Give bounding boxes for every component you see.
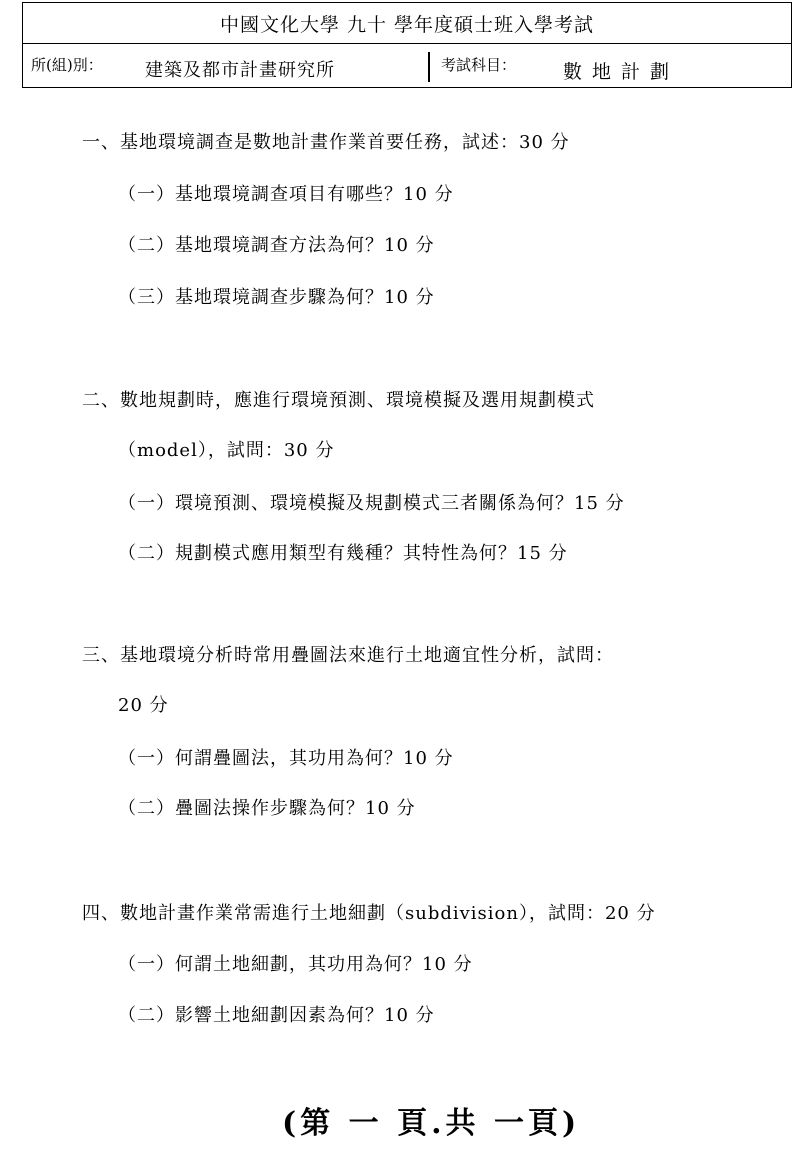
- question-1-sub-1: （一）基地環境調查項目有哪些？10 分: [118, 184, 454, 205]
- question-2-sub-1: （一）環境預測、環境模擬及規劃模式三者關係為何？15 分: [118, 493, 625, 514]
- exam-title-row: [23, 3, 791, 44]
- question-3-continuation: 20 分: [118, 695, 169, 716]
- question-1: 一、基地環境調查是數地計畫作業首要任務，試述：30 分: [82, 132, 570, 153]
- question-4: 四、數地計畫作業常需進行土地細劃（subdivision），試問：20 分: [82, 903, 656, 924]
- question-2: 二、數地規劃時，應進行環境預測、環境模擬及選用規劃模式: [82, 390, 595, 411]
- question-2-sub-2: （二）規劃模式應用類型有幾種？其特性為何？15 分: [118, 543, 568, 564]
- question-3-sub-2: （二）疊圖法操作步驟為何？10 分: [118, 798, 416, 819]
- question-1-sub-2: （二）基地環境調查方法為何？10 分: [118, 235, 435, 256]
- header-divider: [428, 52, 430, 82]
- question-4-sub-1: （一）何謂土地細劃，其功用為何？10 分: [118, 954, 473, 975]
- question-4-sub-2: （二）影響土地細劃因素為何？10 分: [118, 1005, 435, 1026]
- subject-value: 數地計劃: [563, 61, 680, 83]
- page-number: (第 一 頁.共 一頁): [282, 1106, 581, 1141]
- question-3: 三、基地環境分析時常用疊圖法來進行土地適宜性分析，試問：: [82, 645, 614, 666]
- department-label: 所(組)別：: [31, 56, 103, 74]
- department-value: 建築及都市計畫研究所: [145, 60, 335, 81]
- question-3-sub-1: （一）何謂疊圖法，其功用為何？10 分: [118, 748, 454, 769]
- exam-title: 中國文化大學 九十 學年度碩士班入學考試: [219, 13, 595, 36]
- exam-header: [22, 2, 792, 88]
- subject-label: 考試科目：: [441, 56, 517, 74]
- exam-info-row: [23, 44, 791, 88]
- question-2-continuation: （model），試問：30 分: [118, 440, 335, 461]
- question-1-sub-3: （三）基地環境調查步驟為何？10 分: [118, 287, 435, 308]
